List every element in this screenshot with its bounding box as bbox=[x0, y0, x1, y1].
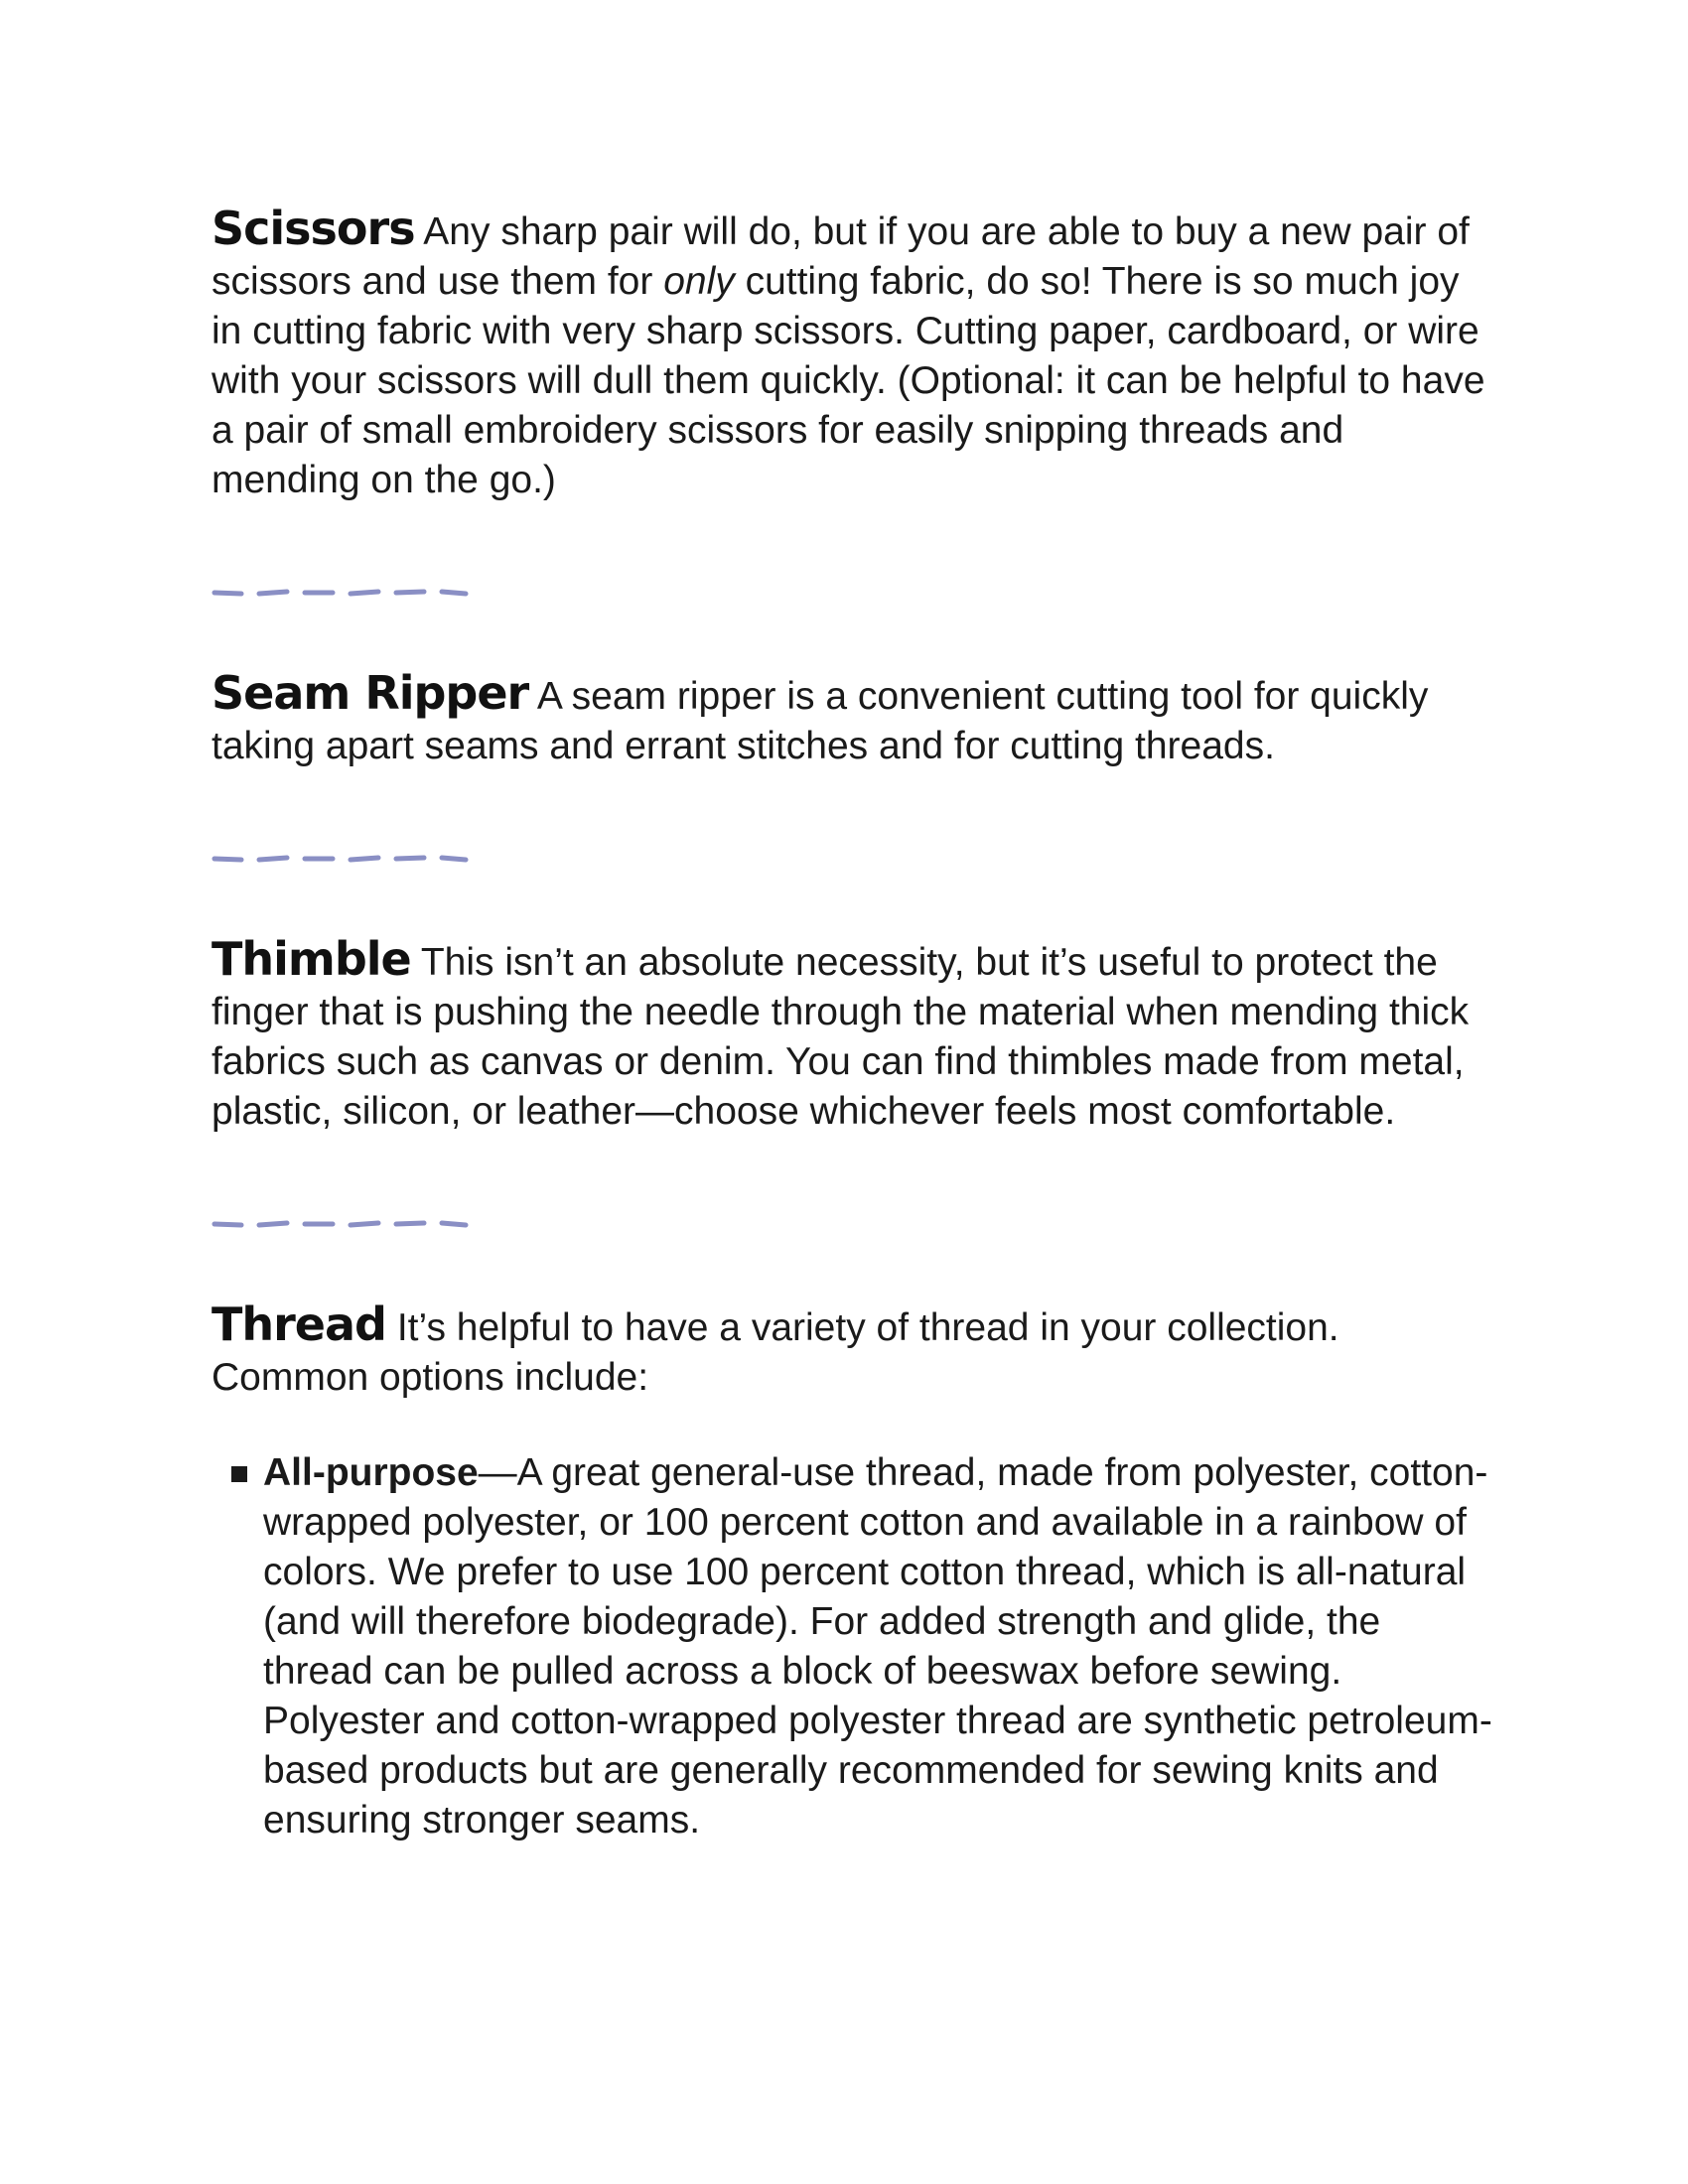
bullet-text: —A great general-use thread, made from polyester, cotton-wrapped polyester, or 100 percent cotton and available in a rainbow of colors. We prefer to use 100 percent cotton thread, which is all-natural (and will therefore biodegrade). For added strength and glide, the thread can be pulled across a block of beeswax before sewing. Polyester and cotton-wrapped polyester thread are synthetic petroleum-based products but are generally recommended for sewing knits and ensuring stronger seams. bbox=[263, 1451, 1492, 1842]
entry-seam-ripper bbox=[211, 668, 1492, 771]
stitch-divider-icon bbox=[211, 1216, 470, 1230]
list-item bbox=[211, 1448, 1492, 1845]
square-bullet-icon bbox=[231, 1466, 247, 1482]
entry-text: This isn’t an absolute necessity, but it’s useful to protect the finger that is pushing the needle through the material when mending thick fabrics such as canvas or denim. You can find thimbles made from metal, plastic, silicon, or leather—choose whichever feels most comfortable. bbox=[211, 941, 1470, 1133]
entry-term: Thimble bbox=[211, 932, 411, 986]
page-content bbox=[211, 204, 1492, 1845]
entry-term: Seam Ripper bbox=[211, 666, 529, 720]
stitch-divider-icon bbox=[211, 585, 470, 599]
entry-thimble bbox=[211, 934, 1492, 1137]
bullet-term: All-purpose bbox=[263, 1451, 479, 1494]
stitch-divider-icon bbox=[211, 851, 470, 865]
entry-text: It’s helpful to have a variety of thread in your collection. Common options include: bbox=[211, 1306, 1339, 1399]
entry-term: Scissors bbox=[211, 202, 415, 255]
entry-text: A seam ripper is a convenient cutting tool for quickly taking apart seams and errant stitches and for cutting threads. bbox=[211, 675, 1429, 767]
entry-thread bbox=[211, 1299, 1492, 1403]
entry-emphasis: only bbox=[663, 260, 735, 303]
entry-text: Any sharp pair will do, but if you are able to buy a new pair of scissors and use them for bbox=[211, 210, 1470, 303]
entry-scissors bbox=[211, 204, 1492, 505]
thread-options-list bbox=[211, 1448, 1492, 1845]
entry-term: Thread bbox=[211, 1297, 386, 1351]
entry-text: cutting fabric, do so! There is so much joy in cutting fabric with very sharp scissors. Cutting paper, cardboard, or wire with your scissors will dull them quickly. (Optional: it can be helpful to have a pair of small embroidery scissors for easily snipping threads and mending on the go.) bbox=[211, 260, 1485, 501]
